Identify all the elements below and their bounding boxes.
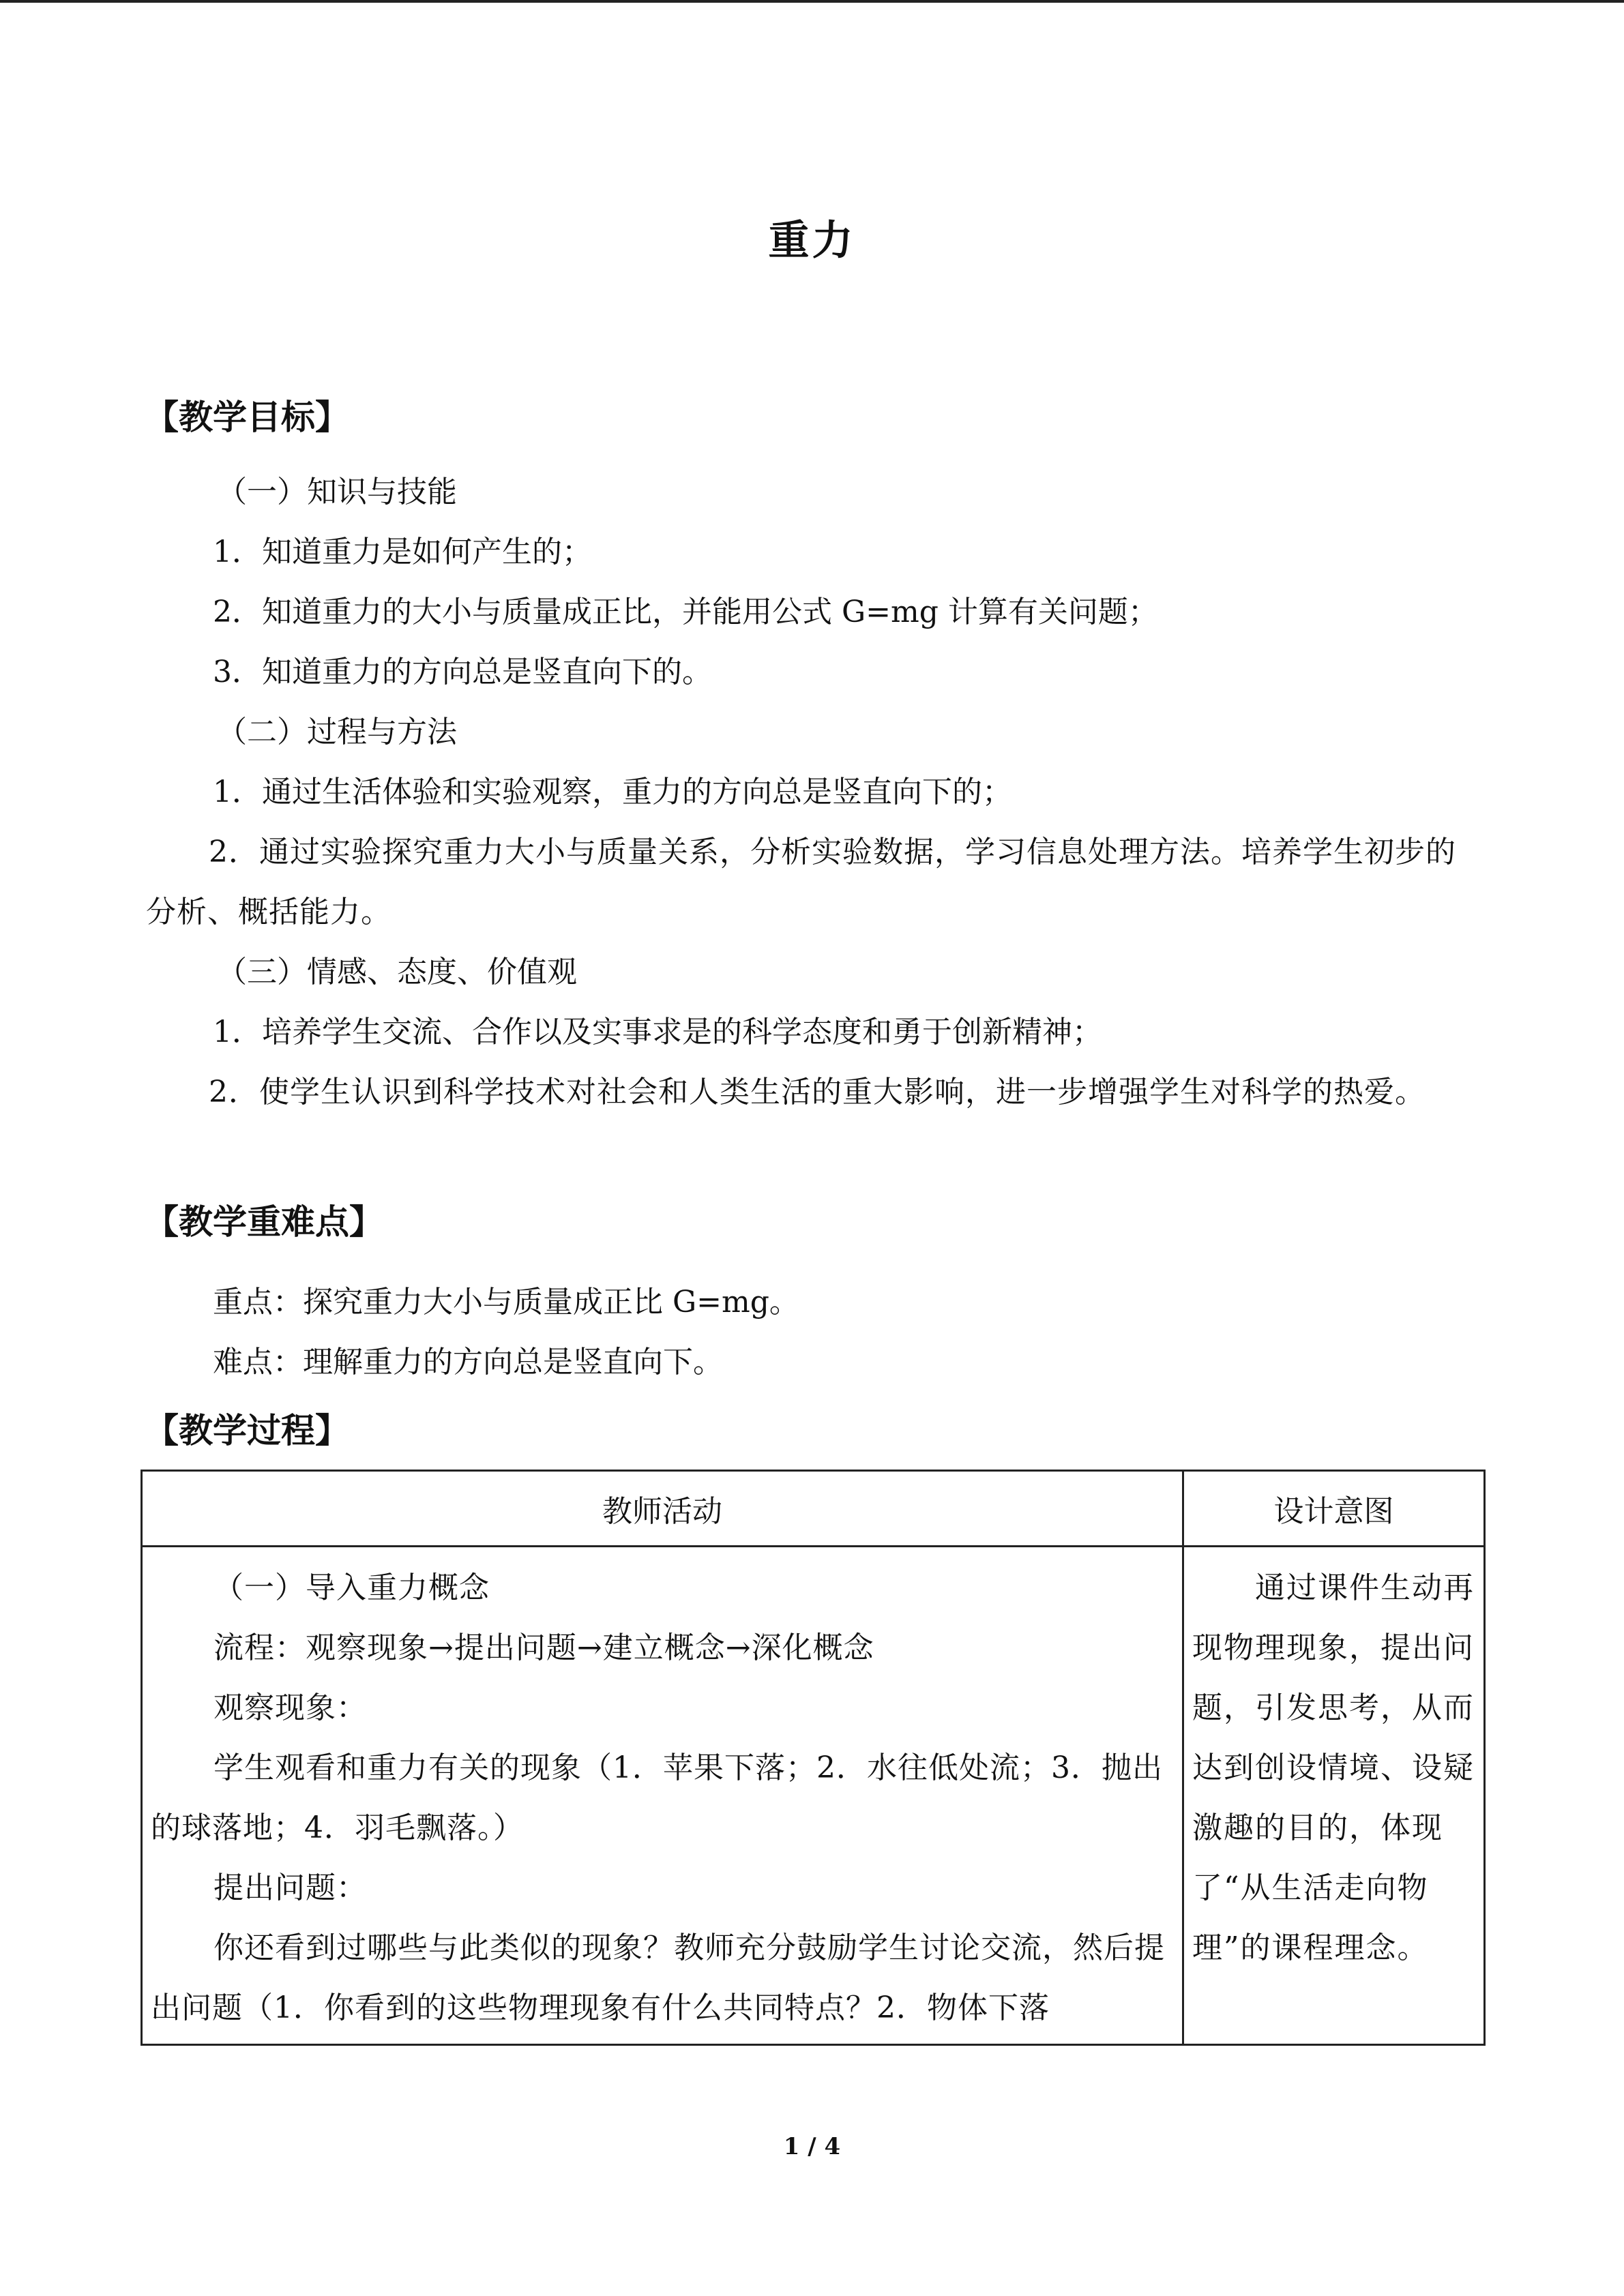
objectives-s1-item2: 2．知道重力的大小与质量成正比，并能用公式 G=mg 计算有关问题； bbox=[213, 595, 1158, 629]
header-teacher-activity: 教师活动 bbox=[142, 1471, 1183, 1547]
teacher-line: 你还看到过哪些与此类似的现象？教师充分鼓励学生讨论交流，然后提出问题（1．你看到的这些物理现象有什么共同特点？2．物体下落 bbox=[151, 1930, 1165, 2025]
objectives-s2-item2: 2．通过实验探究重力大小与质量关系，分析实验数据，学习信息处理方法。培养学生初步的分析、概括能力。 bbox=[146, 835, 1456, 929]
objectives-s1-item3: 3．知道重力的方向总是竖直向下的。 bbox=[213, 655, 712, 689]
design-intent-cell bbox=[1183, 1547, 1485, 2045]
top-border-line bbox=[0, 0, 1624, 3]
teacher-line: 观察现象： bbox=[213, 1690, 367, 1725]
objectives-heading: 【教学目标】 bbox=[145, 397, 349, 437]
objectives-s2-item1: 1．通过生活体验和实验观察，重力的方向总是竖直向下的； bbox=[213, 775, 1012, 809]
header-design-intent: 设计意图 bbox=[1183, 1471, 1485, 1547]
teacher-activity-cell bbox=[142, 1547, 1183, 2045]
key-point-text: 重点：探究重力大小与质量成正比 G=mg。 bbox=[213, 1285, 799, 1320]
objectives-section3-title: （三）情感、态度、价值观 bbox=[217, 955, 577, 989]
objectives-s3-item2: 2．使学生认识到科学技术对社会和人类生活的重大影响，进一步增强学生对科学的热爱。 bbox=[209, 1075, 1426, 1109]
difficulty-text: 难点：理解重力的方向总是竖直向下。 bbox=[213, 1345, 723, 1380]
process-heading: 【教学过程】 bbox=[145, 1410, 349, 1450]
teacher-line: 流程：观察现象→提出问题→建立概念→深化概念 bbox=[213, 1630, 874, 1665]
objectives-s3-item1: 1．培养学生交流、合作以及实事求是的科学态度和勇于创新精神； bbox=[213, 1015, 1102, 1049]
key-points-heading: 【教学重难点】 bbox=[145, 1202, 383, 1242]
table-row bbox=[142, 1547, 1485, 2045]
teacher-line: 提出问题： bbox=[213, 1870, 367, 1905]
teacher-line: 学生观看和重力有关的现象（1．苹果下落；2．水往低处流；3．抛出的球落地；4．羽毛飘落。） bbox=[151, 1750, 1163, 1845]
objectives-section2-title: （二）过程与方法 bbox=[217, 715, 457, 749]
design-intent-text: 通过课件生动再现物理现象，提出问题，引发思考，从而达到创设情境、设疑激趣的目的，体现了“从生活走向物理”的课程理念。 bbox=[1192, 1570, 1475, 1965]
table-header-row bbox=[142, 1471, 1485, 1547]
document-title: 重力 bbox=[768, 217, 856, 265]
process-table bbox=[141, 1470, 1486, 2046]
objectives-s1-item1: 1．知道重力是如何产生的； bbox=[213, 535, 592, 569]
teacher-line: （一）导入重力概念 bbox=[213, 1570, 490, 1605]
objectives-section1-title: （一）知识与技能 bbox=[217, 475, 457, 509]
page-number: 1 / 4 bbox=[783, 2133, 841, 2160]
